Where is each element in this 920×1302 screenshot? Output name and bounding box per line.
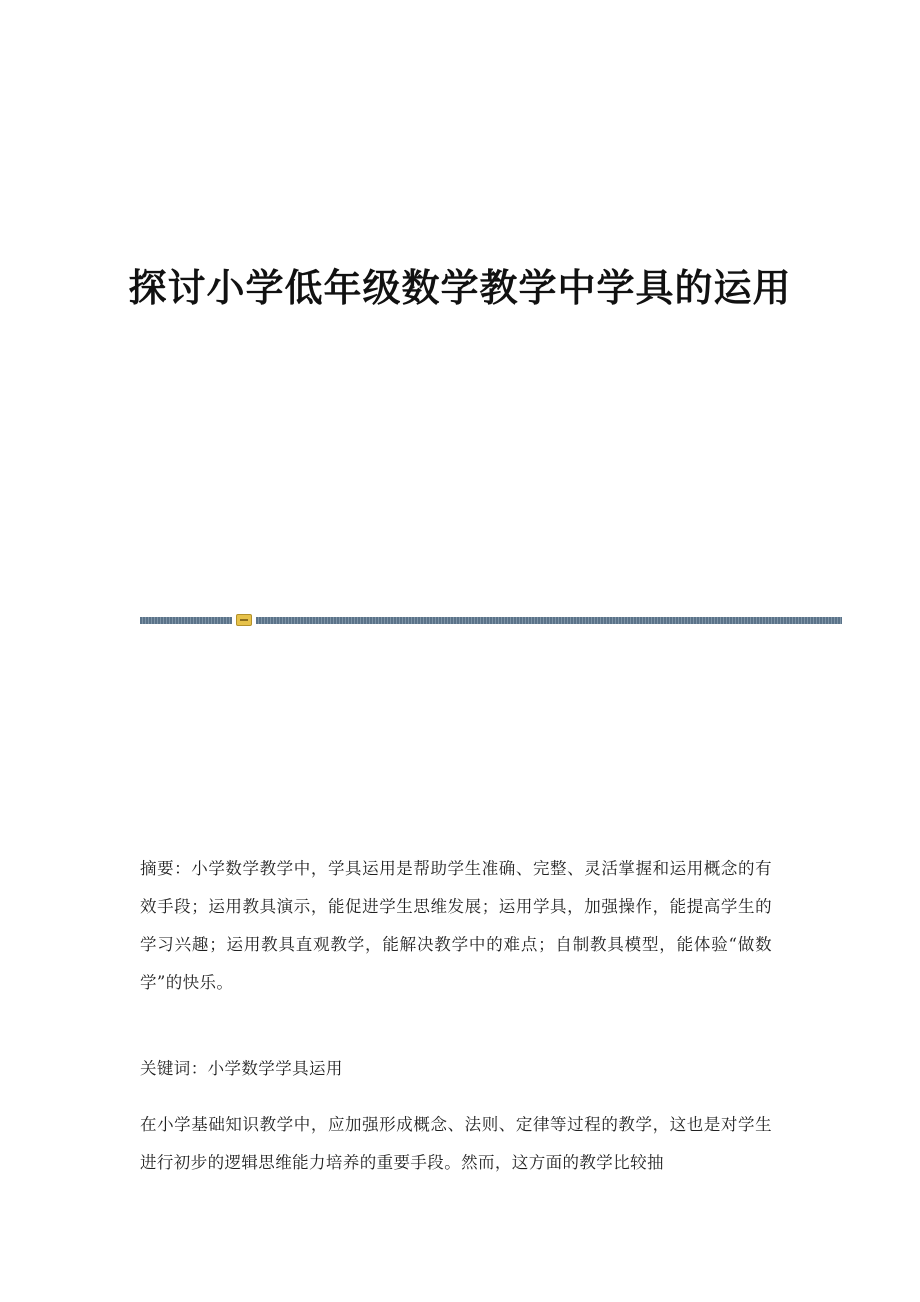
- divider-emblem-icon: [236, 614, 252, 626]
- divider-bar-left: [140, 617, 232, 624]
- abstract-paragraph: [140, 850, 772, 1002]
- section-divider: [140, 614, 842, 626]
- document-title: 探讨小学低年级数学教学中学具的运用: [128, 266, 792, 310]
- keywords-paragraph: [140, 1050, 772, 1088]
- intro-paragraph: [140, 1106, 772, 1182]
- abstract-text: 摘要：小学数学教学中，学具运用是帮助学生准确、完整、灵活掌握和运用概念的有效手段；运用教具演示，能促进学生思维发展；运用学具，加强操作，能提高学生的学习兴趣；运用教具直观教学，能解决教学中的难点；自制教具模型，能体验“做数学”的快乐。: [140, 859, 772, 992]
- intro-text: 在小学基础知识教学中，应加强形成概念、法则、定律等过程的教学，这也是对学生进行初步的逻辑思维能力培养的重要手段。然而，这方面的教学比较抽: [140, 1115, 772, 1172]
- keywords-text: 关键词：小学数学学具运用: [140, 1059, 343, 1078]
- divider-bar-right: [256, 617, 842, 624]
